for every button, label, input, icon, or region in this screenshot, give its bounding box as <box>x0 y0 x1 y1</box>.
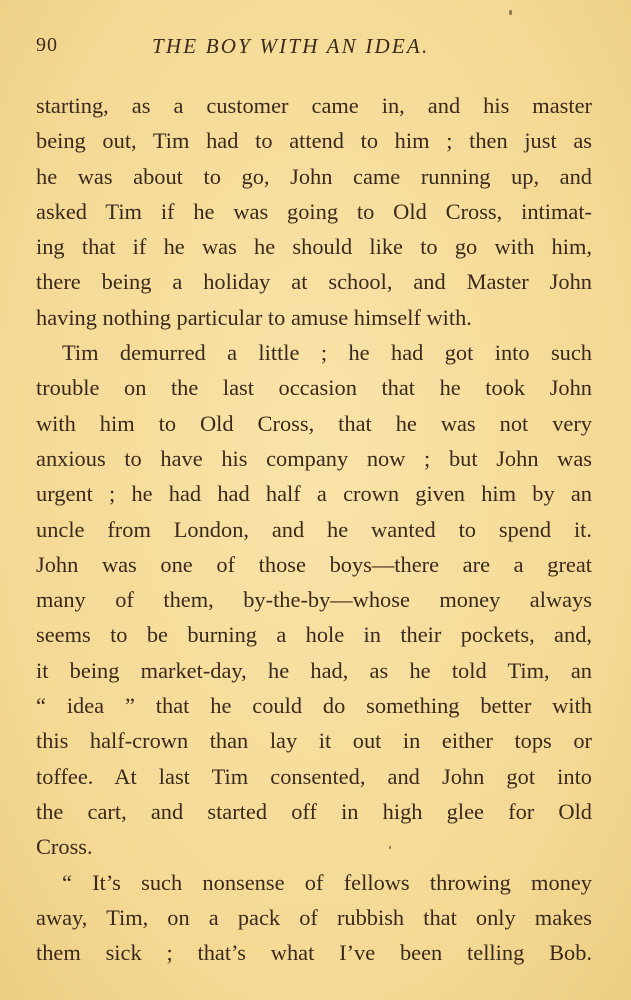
text-line: many of them, by-the-by—whose money always <box>36 587 592 613</box>
text-line: Cross. <box>36 834 93 860</box>
text-line: toffee. At last Tim consented, and John got into <box>36 763 592 789</box>
text-line: ing that if he was he should like to go with him, <box>36 234 592 260</box>
text-line: seems to be burning a hole in their pockets, and, <box>36 622 592 648</box>
text-line: John was one of those boys—there are a great <box>36 551 592 577</box>
text-line: being out, Tim had to attend to him ; then just as <box>36 128 592 154</box>
text-line: trouble on the last occasion that he took John <box>36 375 592 401</box>
book-page <box>36 0 592 1000</box>
text-line: away, Tim, on a pack of rubbish that only makes <box>36 904 592 930</box>
text-line: Tim demurred a little ; he had got into such <box>62 340 592 366</box>
text-line: the cart, and started off in high glee for Old <box>36 798 592 824</box>
text-line: uncle from London, and he wanted to spend it. <box>36 516 592 542</box>
running-title: THE BOY WITH AN IDEA. <box>152 34 430 58</box>
paper-speck <box>389 846 391 849</box>
text-line: there being a holiday at school, and Master John <box>36 269 592 295</box>
text-line: “ It’s such nonsense of fellows throwing money <box>62 869 592 895</box>
body-text <box>36 88 592 970</box>
page-number: 90 <box>36 34 58 56</box>
text-line: anxious to have his company now ; but John was <box>36 445 592 471</box>
paper-speck <box>509 10 512 15</box>
text-line: starting, as a customer came in, and his master <box>36 93 592 118</box>
text-line: urgent ; he had had half a crown given him by an <box>36 481 592 507</box>
text-line: with him to Old Cross, that he was not very <box>36 410 592 436</box>
text-line: having nothing particular to amuse himself with. <box>36 304 472 330</box>
text-line: “ idea ” that he could do something better with <box>36 693 592 719</box>
text-line: he was about to go, John came running up, and <box>36 163 592 189</box>
text-line: them sick ; that’s what I’ve been telling Bob. <box>36 940 592 966</box>
text-line: it being market-day, he had, as he told Tim, an <box>36 657 592 683</box>
text-line: asked Tim if he was going to Old Cross, intimat- <box>36 198 592 224</box>
page-header <box>36 26 592 66</box>
text-line: this half-crown than lay it out in either tops or <box>36 728 592 754</box>
